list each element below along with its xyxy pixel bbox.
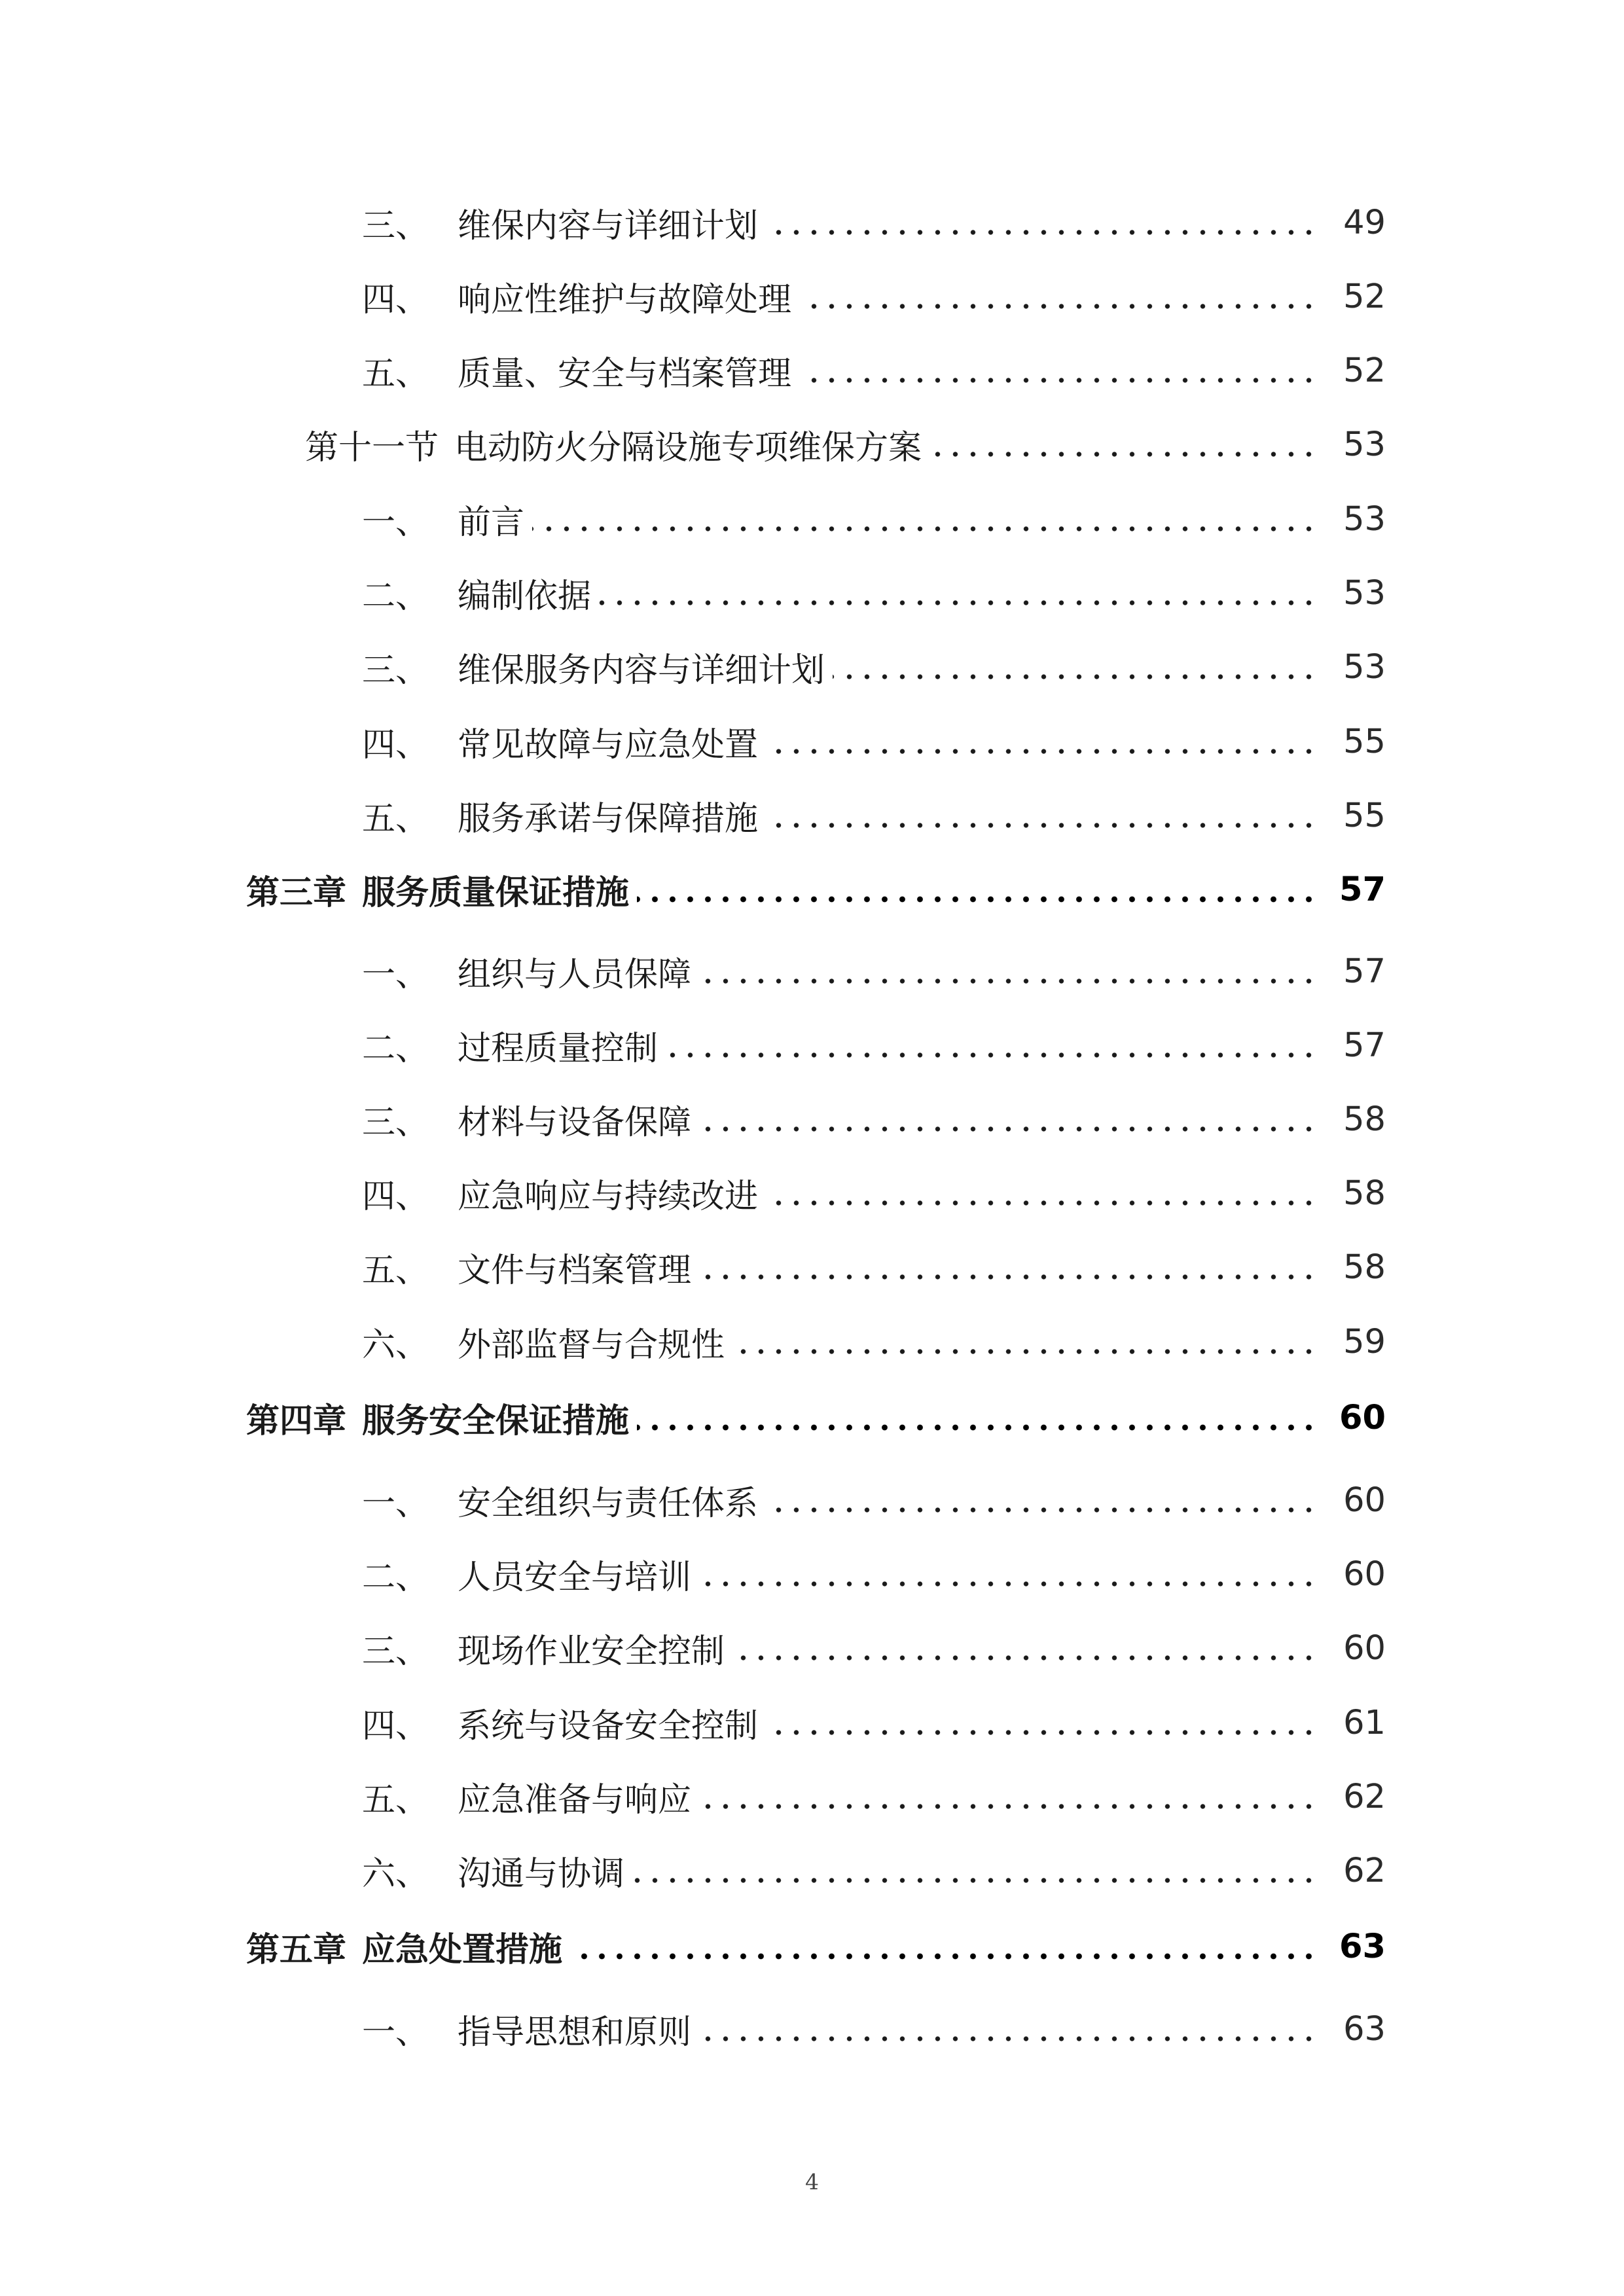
toc-entry-number: 三、 xyxy=(362,207,429,245)
toc-entry-label xyxy=(362,346,791,395)
dot-leader xyxy=(637,1424,1318,1431)
toc-page-number: 60 xyxy=(1343,1480,1386,1520)
toc-chapter-entry[interactable] xyxy=(0,1390,1624,1445)
toc-entry-title: 应急处置措施 xyxy=(362,1931,563,1969)
toc-entry-label xyxy=(362,791,758,840)
toc-entry-number: 六、 xyxy=(362,1326,429,1365)
toc-entry-title: 编制依据 xyxy=(458,577,592,616)
dot-leader xyxy=(632,1877,1318,1884)
toc-entry-number: 一、 xyxy=(362,503,429,542)
dot-leader xyxy=(699,1803,1318,1810)
toc-subsection-entry[interactable] xyxy=(0,1769,1624,1824)
toc-subsection-entry[interactable] xyxy=(0,1621,1624,1676)
toc-entry-label xyxy=(362,198,758,247)
toc-entry-number: 四、 xyxy=(362,1177,429,1216)
dot-leader xyxy=(929,451,1318,457)
dot-leader xyxy=(532,526,1318,532)
toc-entry-title: 沟通与协调 xyxy=(458,1855,625,1893)
toc-page-number: 55 xyxy=(1343,796,1386,835)
toc-entry-number: 五、 xyxy=(362,800,429,838)
dot-leader xyxy=(599,600,1318,606)
dot-leader xyxy=(766,1729,1318,1736)
toc-entry-title: 安全组织与责任体系 xyxy=(458,1484,759,1523)
toc-entry-number: 一、 xyxy=(362,956,429,994)
toc-page-number: 59 xyxy=(1343,1322,1386,1361)
toc-entry-label xyxy=(246,1393,629,1442)
dot-leader xyxy=(637,896,1318,903)
toc-entry-number: 四、 xyxy=(362,726,429,764)
toc-entry-label xyxy=(362,2005,691,2053)
toc-subsection-entry[interactable] xyxy=(0,1240,1624,1295)
toc-entry-label xyxy=(362,1095,691,1143)
toc-page-number: 60 xyxy=(1339,1398,1386,1437)
toc-subsection-entry[interactable] xyxy=(0,1314,1624,1369)
toc-page-number: 58 xyxy=(1343,1247,1386,1287)
dot-leader xyxy=(699,1126,1318,1132)
toc-entry-title: 服务质量保证措施 xyxy=(362,874,630,912)
dot-leader xyxy=(699,978,1318,984)
toc-page-number: 60 xyxy=(1343,1628,1386,1668)
toc-entry-label xyxy=(362,717,758,766)
toc-page-number: 62 xyxy=(1343,1851,1386,1890)
toc-page-number: 63 xyxy=(1339,1927,1386,1966)
toc-entry-title: 前言 xyxy=(458,503,525,542)
dot-leader xyxy=(699,1274,1318,1280)
toc-entry-title: 质量、安全与档案管理 xyxy=(458,355,792,393)
toc-subsection-entry[interactable] xyxy=(0,565,1624,620)
toc-entry-number: 四、 xyxy=(362,1707,429,1746)
toc-entry-label xyxy=(362,1698,758,1747)
toc-entry-number: 四、 xyxy=(362,281,429,319)
toc-page-number: 57 xyxy=(1339,870,1386,909)
toc-entry-title: 维保服务内容与详细计划 xyxy=(458,651,825,690)
toc-subsection-entry[interactable] xyxy=(0,2001,1624,2056)
toc-subsection-entry[interactable] xyxy=(0,714,1624,769)
toc-entry-label xyxy=(362,1772,691,1821)
toc-entry-title: 现场作业安全控制 xyxy=(458,1632,725,1671)
dot-leader xyxy=(766,748,1318,755)
page-number: 4 xyxy=(805,2169,819,2195)
toc-entry-label xyxy=(305,420,922,469)
toc-page-number: 60 xyxy=(1343,1554,1386,1594)
dot-leader xyxy=(766,1200,1318,1206)
toc-subsection-entry[interactable] xyxy=(0,1695,1624,1750)
toc-subsection-entry[interactable] xyxy=(0,1547,1624,1602)
toc-entry-label xyxy=(362,1550,691,1598)
toc-entry-label xyxy=(362,947,691,996)
toc-entry-title: 材料与设备保障 xyxy=(458,1103,692,1142)
toc-entry-number: 二、 xyxy=(362,1030,429,1068)
toc-entry-label xyxy=(362,1243,691,1291)
toc-subsection-entry[interactable] xyxy=(0,492,1624,547)
dot-leader xyxy=(732,1348,1318,1355)
toc-entry-title: 常见故障与应急处置 xyxy=(458,726,759,764)
toc-entry-title: 响应性维护与故障处理 xyxy=(458,281,792,319)
toc-entry-label xyxy=(362,1846,624,1895)
toc-page-number: 58 xyxy=(1343,1174,1386,1213)
dot-leader xyxy=(699,2036,1318,2042)
dot-leader xyxy=(766,229,1318,236)
toc-entry-prefix: 第四章 xyxy=(246,1402,347,1441)
toc-entry-number: 一、 xyxy=(362,2013,429,2052)
toc-page-number: 49 xyxy=(1343,203,1386,242)
toc-entry-prefix: 第十一节 xyxy=(305,429,439,467)
dot-leader xyxy=(699,1581,1318,1587)
toc-entry-title: 过程质量控制 xyxy=(458,1030,659,1068)
toc-subsection-entry[interactable] xyxy=(0,1843,1624,1898)
toc-entry-number: 二、 xyxy=(362,577,429,616)
toc-entry-label xyxy=(246,865,629,914)
toc-entry-label xyxy=(362,1476,758,1524)
toc-entry-title: 指导思想和原则 xyxy=(458,2013,692,2052)
toc-page-number: 52 xyxy=(1343,351,1386,390)
toc-page-number: 58 xyxy=(1343,1100,1386,1139)
toc-subsection-entry[interactable] xyxy=(0,269,1624,324)
toc-section-entry[interactable] xyxy=(0,417,1624,472)
toc-entry-label xyxy=(246,1922,562,1971)
toc-entry-label xyxy=(362,643,825,691)
toc-entry-number: 一、 xyxy=(362,1484,429,1523)
toc-entry-number: 五、 xyxy=(362,1781,429,1820)
toc-page-number: 52 xyxy=(1343,277,1386,316)
toc-page-number: 63 xyxy=(1343,2009,1386,2049)
toc-page-number: 57 xyxy=(1343,952,1386,991)
toc-entry-title: 系统与设备安全控制 xyxy=(458,1707,759,1746)
toc-page-number: 55 xyxy=(1343,722,1386,761)
toc-entry-number: 五、 xyxy=(362,1251,429,1290)
toc-subsection-entry[interactable] xyxy=(0,944,1624,999)
toc-entry-number: 二、 xyxy=(362,1558,429,1597)
toc-entry-number: 三、 xyxy=(362,1103,429,1142)
toc-entry-label xyxy=(362,495,524,543)
toc-entry-number: 三、 xyxy=(362,1632,429,1671)
toc-chapter-entry[interactable] xyxy=(0,1919,1624,1974)
toc-page-number: 53 xyxy=(1343,425,1386,464)
toc-page-number: 61 xyxy=(1343,1703,1386,1742)
toc-page-number: 62 xyxy=(1343,1777,1386,1816)
toc-entry-label xyxy=(362,1169,758,1217)
toc-subsection-entry[interactable] xyxy=(0,788,1624,843)
toc-entry-title: 外部监督与合规性 xyxy=(458,1326,725,1365)
toc-entry-number: 三、 xyxy=(362,651,429,690)
toc-entry-label xyxy=(362,1318,725,1366)
toc-subsection-entry[interactable] xyxy=(0,1018,1624,1073)
toc-entry-label xyxy=(362,1624,725,1672)
toc-entry-label xyxy=(362,272,791,321)
toc-page-number: 53 xyxy=(1343,573,1386,613)
toc-entry-label xyxy=(362,1021,658,1069)
toc-entry-title: 电动防火分隔设施专项维保方案 xyxy=(454,429,922,467)
toc-entry-title: 文件与档案管理 xyxy=(458,1251,692,1290)
toc-subsection-entry[interactable] xyxy=(0,1092,1624,1147)
toc-entry-title: 服务安全保证措施 xyxy=(362,1402,630,1441)
toc-entry-title: 组织与人员保障 xyxy=(458,956,692,994)
toc-subsection-entry[interactable] xyxy=(0,639,1624,694)
toc-entry-number: 六、 xyxy=(362,1855,429,1893)
toc-subsection-entry[interactable] xyxy=(0,1473,1624,1528)
toc-subsection-entry[interactable] xyxy=(0,1166,1624,1221)
toc-entry-title: 应急准备与响应 xyxy=(458,1781,692,1820)
toc-chapter-entry[interactable] xyxy=(0,862,1624,917)
dot-leader xyxy=(570,1953,1318,1960)
dot-leader xyxy=(766,822,1318,829)
toc-subsection-entry[interactable] xyxy=(0,195,1624,250)
dot-leader xyxy=(799,303,1318,310)
toc-entry-prefix: 第三章 xyxy=(246,874,347,912)
toc-page-number: 53 xyxy=(1343,647,1386,687)
toc-subsection-entry[interactable] xyxy=(0,343,1624,398)
toc-entry-title: 应急响应与持续改进 xyxy=(458,1177,759,1216)
toc-entry-title: 人员安全与培训 xyxy=(458,1558,692,1597)
dot-leader xyxy=(766,1507,1318,1513)
dot-leader xyxy=(732,1655,1318,1661)
toc-entry-title: 服务承诺与保障措施 xyxy=(458,800,759,838)
toc-entry-prefix: 第五章 xyxy=(246,1931,347,1969)
dot-leader xyxy=(666,1052,1318,1058)
dot-leader xyxy=(799,377,1318,384)
dot-leader xyxy=(833,673,1318,680)
toc-entry-title: 维保内容与详细计划 xyxy=(458,207,759,245)
toc-page-number: 57 xyxy=(1343,1026,1386,1065)
toc-entry-label xyxy=(362,569,591,617)
toc-entry-number: 五、 xyxy=(362,355,429,393)
toc-page-number: 53 xyxy=(1343,499,1386,539)
